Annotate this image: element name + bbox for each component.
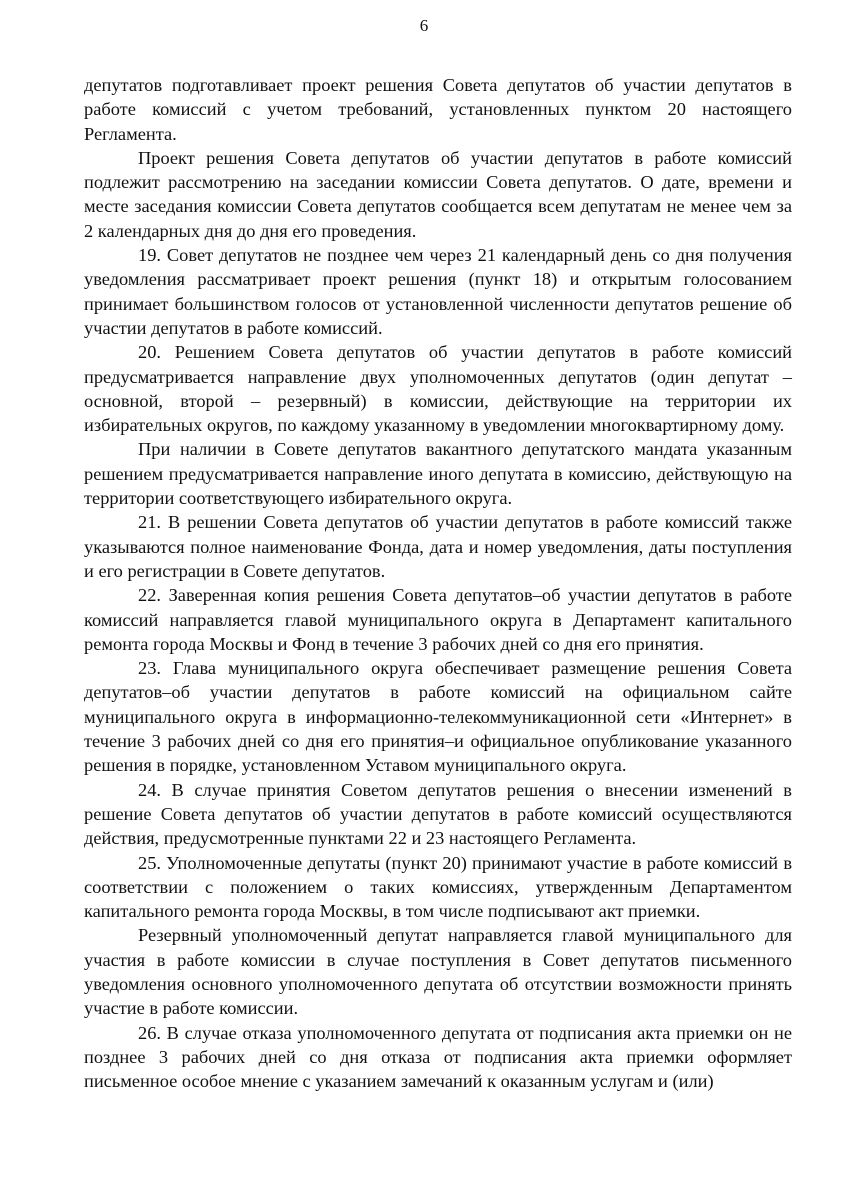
paragraph: депутатов подготавливает проект решения Совета депутатов об участии депутатов в работе комиссий с учетом требований, установленных пунктом 20 настоящего Регламента. [84,75,792,144]
paragraph: Резервный уполномоченный депутат направляется главой муниципального для участия в работе комиссии в случае поступления в Совет депутатов письменного уведомления основного уполномоченного депутата об отсутствии возможности принять участие в работе комиссии. [84,925,792,1019]
paragraph-item-26: 26. В случае отказа уполномоченного депутата от подписания акта приемки он не позднее 3 рабочих дней со дня отказа от подписания акта приемки оформляет письменное особое мнение с указанием замечаний к оказанным услугам и (или) [84,1022,792,1092]
paragraph-item-22: 22. Заверенная копия решения Совета депутатов–об участии депутатов в работе комиссий направляется главой муниципального округа в Департамент капитального ремонта города Москвы и Фонд в течение 3 рабочих дней со дня его принятия. [84,585,792,654]
paragraph-item-20: 20. Решением Совета депутатов об участии депутатов в работе комиссий предусматривается направление двух уполномоченных депутатов (один депутат – основной, второй – резервный) в комиссии, действующие на территории их избирательных округов, по каждому указанному в уведомлении многоквартирному дому. [84,342,792,436]
paragraph-item-25: 25. Уполномоченные депутаты (пункт 20) принимают участие в работе комиссий в соответствии с положением о таких комиссиях, утвержденным Департаментом капитального ремонта города Москвы, в том числе подписывают акт приемки. [84,852,792,922]
paragraph-item-23: 23. Глава муниципального округа обеспечивает размещение решения Совета депутатов–об участии депутатов в работе комиссий на официальном сайте муниципального округа в информационно-телекоммуникационной сети «Интернет» в течение 3 рабочих дней со дня его принятия–и официальное опубликование указанного решения в порядке, установленном Уставом муниципального округа. [84,658,792,776]
paragraph-item-21: 21. В решении Совета депутатов об участии депутатов в работе комиссий также указываются полное наименование Фонда, дата и номер уведомления, даты поступления и его регистрации в Совете депутатов. [84,512,792,581]
document-body [84,73,792,1093]
paragraph-item-19: 19. Совет депутатов не позднее чем через 21 календарный день со дня получения уведомления рассматривает проект решения (пункт 18) и открытым голосованием принимает большинством голосов от установленной численности депутатов решение об участии депутатов в работе комиссий. [84,245,792,338]
paragraph: Проект решения Совета депутатов об участии депутатов в работе комиссий подлежит рассмотрению на заседании комиссии Совета депутатов. О дате, времени и месте заседания комиссии Совета депутатов сообщается всем депутатам не менее чем за 2 календарных дня до дня его проведения. [84,147,792,241]
page-number: 6 [419,16,429,35]
paragraph-item-24: 24. В случае принятия Советом депутатов решения о внесении изменений в решение Совета депутатов об участии депутатов в работе комиссий осуществляются действия, предусмотренные пунктами 22 и 23 настоящего Регламента. [84,779,792,849]
paragraph: При наличии в Совете депутатов вакантного депутатского мандата указанным решением предусматривается направление иного депутата в комиссию, действующую на территории соответствующего избирательного округа. [84,439,792,509]
